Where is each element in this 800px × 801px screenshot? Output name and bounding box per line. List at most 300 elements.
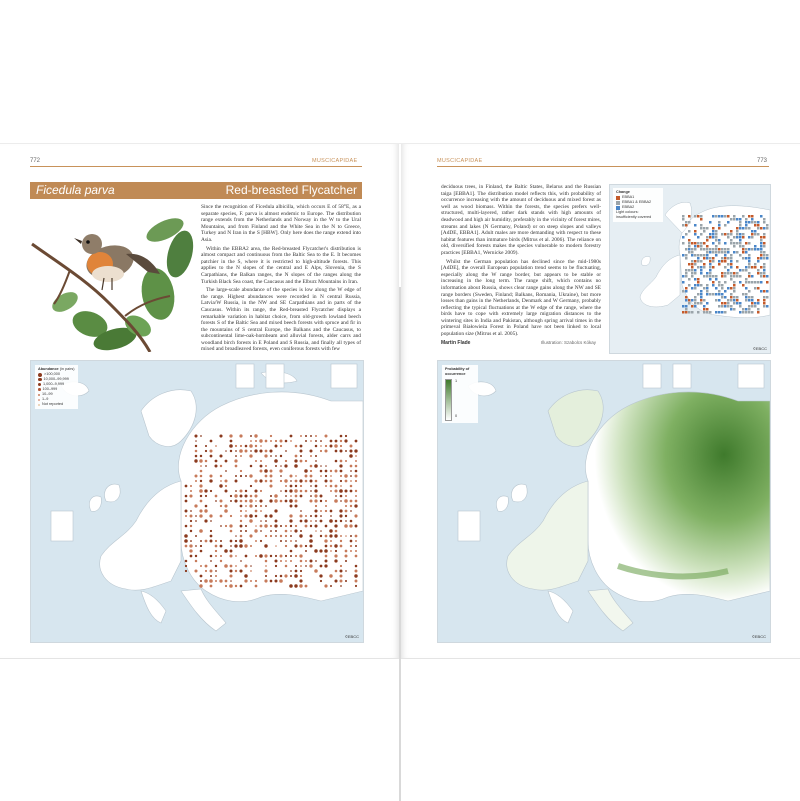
- change-cell: [706, 284, 709, 287]
- change-cell: [748, 257, 751, 260]
- change-cell: [742, 251, 745, 254]
- abundance-dot: [239, 544, 243, 548]
- abundance-dot: [209, 579, 213, 583]
- abundance-dot: [334, 524, 337, 527]
- abundance-dot: [290, 570, 292, 572]
- abundance-dot: [320, 475, 322, 477]
- abundance-dot: [330, 585, 332, 587]
- change-cell: [754, 245, 757, 248]
- change-cell: [712, 242, 715, 245]
- abundance-dot: [230, 495, 232, 497]
- change-cell: [706, 290, 709, 293]
- abundance-dot: [295, 540, 297, 542]
- change-cell: [703, 275, 706, 278]
- abundance-dot: [330, 445, 333, 448]
- change-cell: [724, 257, 727, 260]
- change-cell: [733, 281, 736, 284]
- abundance-dot: [315, 530, 317, 532]
- abundance-dot: [230, 515, 232, 517]
- change-cell: [700, 233, 703, 236]
- change-cell: [727, 257, 730, 260]
- abundance-dot: [240, 505, 243, 508]
- abundance-dot: [220, 480, 222, 482]
- abundance-dot: [350, 510, 352, 512]
- abundance-dot: [285, 500, 288, 503]
- change-cell: [757, 281, 760, 284]
- change-cell: [760, 275, 763, 278]
- change-cell: [688, 215, 691, 218]
- abundance-dot: [200, 500, 203, 503]
- abundance-dot: [200, 435, 202, 437]
- change-cell: [724, 275, 727, 278]
- change-cell: [742, 215, 745, 218]
- abundance-dot: [340, 435, 343, 438]
- abundance-dot: [234, 544, 237, 547]
- change-cell: [694, 245, 697, 248]
- abundance-dot: [239, 434, 242, 437]
- change-cell: [748, 221, 751, 224]
- change-cell: [685, 275, 688, 278]
- abundance-dot: [265, 440, 268, 443]
- change-cell: [757, 272, 760, 275]
- abundance-dot: [284, 464, 287, 467]
- change-cell: [730, 254, 733, 257]
- abundance-dot: [244, 494, 247, 497]
- abundance-dot: [279, 469, 282, 472]
- abundance-dot: [270, 580, 273, 583]
- change-cell: [682, 236, 685, 239]
- abundance-dot: [315, 505, 317, 507]
- abundance-dot: [265, 480, 268, 483]
- change-cell: [748, 236, 751, 239]
- change-cell: [736, 275, 739, 278]
- abundance-dot: [264, 579, 267, 582]
- abundance-dot: [295, 570, 298, 573]
- abundance-dot: [330, 550, 332, 552]
- abundance-dot: [305, 475, 308, 478]
- abundance-dot: [314, 464, 318, 468]
- abundance-dot: [300, 570, 302, 572]
- abundance-dot: [355, 470, 358, 473]
- abundance-dot: [210, 555, 213, 558]
- change-cell: [685, 257, 688, 260]
- abundance-dot: [204, 579, 208, 583]
- abundance-dot: [274, 494, 278, 498]
- abundance-dot: [235, 585, 237, 587]
- abundance-dot: [345, 560, 347, 562]
- change-cell: [751, 266, 754, 269]
- abundance-dot: [285, 440, 288, 443]
- change-cell: [745, 227, 748, 230]
- change-cell: [757, 269, 760, 272]
- change-cell: [724, 224, 727, 227]
- abundance-dot: [219, 454, 222, 457]
- abundance-dot: [345, 505, 347, 507]
- change-cell: [766, 296, 769, 299]
- abundance-dot: [245, 530, 247, 532]
- abundance-dot: [350, 550, 352, 552]
- change-cell: [703, 308, 706, 311]
- abundance-dot: [264, 554, 267, 557]
- abundance-dot: [255, 540, 257, 542]
- abundance-dot: [254, 529, 257, 532]
- abundance-dot: [289, 584, 293, 588]
- abundance-dot: [315, 455, 317, 457]
- change-cell: [763, 290, 766, 293]
- abundance-dot: [334, 489, 337, 492]
- change-cell: [691, 311, 694, 314]
- change-cell: [700, 266, 703, 269]
- change-cell: [745, 308, 748, 311]
- change-cell: [760, 281, 763, 284]
- abundance-dot: [250, 485, 252, 487]
- abundance-dot: [350, 465, 353, 468]
- abundance-dot: [260, 540, 262, 542]
- abundance-dot: [280, 575, 283, 578]
- abundance-dot: [210, 540, 213, 543]
- abundance-dot: [309, 539, 313, 543]
- abundance-dot: [230, 550, 233, 553]
- abundance-dot: [205, 495, 207, 497]
- change-cell: [724, 311, 727, 314]
- abundance-dot: [195, 455, 198, 458]
- abundance-dot: [229, 524, 232, 527]
- change-cell: [697, 245, 700, 248]
- abundance-dot: [305, 525, 308, 528]
- abundance-dot: [310, 495, 312, 497]
- right-page: [401, 144, 800, 658]
- legend-item: 100–999: [38, 387, 75, 392]
- abundance-dot: [345, 435, 347, 437]
- change-cell: [748, 248, 751, 251]
- abundance-dot: [299, 534, 302, 537]
- change-cell: [691, 272, 694, 275]
- change-cell: [727, 299, 730, 302]
- abundance-dot: [289, 519, 292, 522]
- abundance-dot: [275, 455, 277, 457]
- abundance-dot: [210, 535, 213, 538]
- change-cell: [694, 269, 697, 272]
- change-cell: [712, 233, 715, 236]
- abundance-dot: [200, 455, 202, 457]
- abundance-dot: [249, 519, 252, 522]
- abundance-dot: [260, 460, 262, 462]
- abundance-dot: [209, 449, 212, 452]
- abundance-dot: [220, 555, 222, 557]
- abundance-dot: [344, 439, 347, 442]
- change-cell: [721, 215, 724, 218]
- abundance-dot: [195, 475, 198, 478]
- abundance-dot: [325, 465, 327, 467]
- abundance-dot: [229, 434, 232, 437]
- abundance-dot: [235, 555, 237, 557]
- abundance-dot: [300, 445, 303, 448]
- change-cell: [748, 296, 751, 299]
- change-cell: [691, 305, 694, 308]
- abundance-dot: [240, 470, 242, 472]
- page-number-left: 772: [30, 158, 41, 164]
- species-title-bar: [30, 182, 362, 199]
- change-cell: [712, 275, 715, 278]
- change-cell: [736, 260, 739, 263]
- change-cell: [736, 296, 739, 299]
- change-cell: [739, 242, 742, 245]
- abundance-dot: [355, 480, 357, 482]
- abundance-dot: [245, 490, 247, 492]
- change-cell: [694, 305, 697, 308]
- abundance-dot: [334, 554, 337, 557]
- abundance-dot: [215, 545, 218, 548]
- change-cell: [706, 239, 709, 242]
- abundance-dot: [255, 585, 258, 588]
- abundance-dot: [345, 580, 347, 582]
- abundance-dot: [269, 449, 272, 452]
- abundance-dot: [195, 515, 197, 517]
- change-cell: [697, 293, 700, 296]
- change-cell: [751, 221, 754, 224]
- change-cell: [691, 251, 694, 254]
- abundance-dot: [295, 455, 298, 458]
- change-cell: [754, 305, 757, 308]
- change-cell: [712, 260, 715, 263]
- legend-item: 10,000–99,999: [38, 377, 75, 382]
- change-cell: [751, 299, 754, 302]
- change-cell: [727, 272, 730, 275]
- abundance-dot: [225, 490, 228, 493]
- change-cell: [697, 311, 700, 314]
- change-cell: [742, 227, 745, 230]
- abundance-dot: [210, 560, 212, 562]
- change-cell: [721, 284, 724, 287]
- abundance-dot: [325, 555, 328, 558]
- change-cell: [757, 248, 760, 251]
- change-cell: [706, 302, 709, 305]
- scale-max: 1: [455, 379, 458, 383]
- change-cell: [760, 266, 763, 269]
- change-cell: [730, 287, 733, 290]
- change-cell: [763, 236, 766, 239]
- change-cell: [724, 296, 727, 299]
- abundance-dot: [324, 434, 327, 437]
- change-cell: [760, 245, 763, 248]
- change-cell: [715, 311, 718, 314]
- change-cell: [757, 260, 760, 263]
- abundance-dot: [250, 450, 252, 452]
- abundance-dot: [230, 500, 232, 502]
- abundance-dot: [314, 494, 317, 497]
- abundance-dot: [195, 560, 198, 563]
- abundance-dot: [250, 580, 252, 582]
- abundance-dot: [310, 475, 313, 478]
- abundance-dot: [325, 500, 327, 502]
- change-cell: [751, 218, 754, 221]
- abundance-dot: [290, 540, 292, 542]
- abundance-dot: [345, 520, 347, 522]
- change-cell: [724, 248, 727, 251]
- family-header-right: MUSCICAPIDAE: [437, 158, 483, 164]
- abundance-dot: [330, 515, 332, 517]
- abundance-dot: [194, 569, 197, 572]
- change-cell: [733, 275, 736, 278]
- abundance-dot: [284, 479, 287, 482]
- change-cell: [739, 269, 742, 272]
- change-cell: [706, 308, 709, 311]
- abundance-dot: [199, 509, 202, 512]
- change-cell: [724, 272, 727, 275]
- abundance-dot: [295, 485, 297, 487]
- change-cell: [736, 218, 739, 221]
- change-cell: [694, 242, 697, 245]
- abundance-dot: [325, 505, 327, 507]
- change-cell: [736, 242, 739, 245]
- abundance-dot: [355, 540, 357, 542]
- change-cell: [760, 257, 763, 260]
- change-cell: [718, 215, 721, 218]
- abundance-dot: [199, 489, 203, 493]
- abundance-dot: [330, 545, 332, 547]
- abundance-dot: [235, 565, 237, 567]
- abundance-dot: [315, 560, 317, 562]
- change-cell: [757, 308, 760, 311]
- abundance-dot: [250, 495, 253, 498]
- abundance-dot: [255, 515, 258, 518]
- abundance-dot: [350, 475, 352, 477]
- change-cell: [727, 221, 730, 224]
- change-cell: [742, 236, 745, 239]
- change-cell: [733, 218, 736, 221]
- abundance-dot: [239, 449, 243, 453]
- abundance-dot: [250, 465, 253, 468]
- abundance-dot: [265, 560, 268, 563]
- abundance-dot: [200, 480, 202, 482]
- abundance-dot: [229, 584, 233, 588]
- abundance-dot: [190, 525, 192, 527]
- abundance-dot: [275, 530, 277, 532]
- paragraph: deciduous trees, in Finland, the Baltic States, Belarus and the Russian taiga [EBBA1]. The distribution model reflects this, with probability of occurrence increasing with the amount of deciduous and mixed forest as well as wood biomass. Within the forests, the species prefers well-structured, multi-layered, rather dark stands with high amounts of deadwood and high air humidity, preferably in the vicinity of forest mires, streams and lakes (N Germany, Poland) or on steep slopes and valleys [AdDE, EBBA1]. Adult males are more demanding with respect to these habitat features than immature birds (Mitrus et al. 2006). The reliance on old, diversified forests makes the species vulnerable to modern forestry practices [EBBA1, Wernicke 2009).: [441, 184, 601, 256]
- abundance-dot: [300, 530, 302, 532]
- abundance-dot: [245, 510, 247, 512]
- change-cell: [682, 215, 685, 218]
- change-cell: [688, 221, 691, 224]
- abundance-dot: [305, 560, 307, 562]
- common-name: Red-breasted Flycatcher: [225, 183, 357, 197]
- abundance-dot: [184, 539, 188, 543]
- abundance-dot: [235, 450, 237, 452]
- abundance-dot: [320, 510, 322, 512]
- abundance-dot: [320, 470, 323, 473]
- abundance-dot: [294, 489, 297, 492]
- change-cell: [685, 272, 688, 275]
- change-cell: [706, 311, 709, 314]
- change-cell: [688, 284, 691, 287]
- change-cell: [757, 299, 760, 302]
- abundance-dot: [255, 555, 257, 557]
- abundance-dot: [300, 460, 303, 463]
- abundance-dot: [294, 504, 297, 507]
- abundance-dot: [240, 515, 242, 517]
- abundance-dot: [289, 499, 292, 502]
- abundance-dot: [229, 574, 232, 577]
- change-cell: [745, 278, 748, 281]
- change-cell: [736, 299, 739, 302]
- change-cell: [733, 242, 736, 245]
- abundance-dot: [310, 470, 312, 472]
- abundance-dot: [309, 449, 312, 452]
- abundance-dot: [260, 525, 263, 528]
- change-cell: [715, 239, 718, 242]
- change-cell: [700, 296, 703, 299]
- abundance-dot: [339, 514, 342, 517]
- change-cell: [697, 215, 700, 218]
- abundance-dot: [285, 540, 287, 542]
- change-cell: [730, 272, 733, 275]
- abundance-dot: [350, 545, 352, 547]
- abundance-dot: [320, 450, 322, 452]
- abundance-dot: [210, 585, 213, 588]
- abundance-dot: [334, 579, 337, 582]
- change-cell: [745, 281, 748, 284]
- abundance-dot: [210, 575, 212, 577]
- abundance-dot: [344, 554, 347, 557]
- abundance-dot: [194, 504, 197, 507]
- abundance-dot: [285, 525, 287, 527]
- change-cell: [760, 215, 763, 218]
- abundance-dot: [259, 499, 262, 502]
- change-cell: [694, 287, 697, 290]
- change-cell: [739, 239, 742, 242]
- abundance-dot: [260, 465, 263, 468]
- change-cell: [730, 263, 733, 266]
- abundance-dot: [310, 535, 313, 538]
- abundance-dot: [260, 505, 262, 507]
- legend-item: EBBA1: [616, 195, 660, 200]
- change-cell: [709, 236, 712, 239]
- change-legend: [613, 188, 663, 222]
- abundance-dot: [205, 465, 207, 467]
- change-cell: [736, 230, 739, 233]
- abundance-dot: [270, 530, 272, 532]
- abundance-map-graphic: [31, 361, 363, 642]
- abundance-dot: [209, 474, 212, 477]
- abundance-dot: [334, 499, 338, 503]
- abundance-dot: [355, 525, 358, 528]
- change-cell: [694, 215, 697, 218]
- abundance-dot: [185, 515, 187, 517]
- change-cell: [760, 272, 763, 275]
- change-cell: [727, 263, 730, 266]
- abundance-dot: [290, 485, 293, 488]
- change-cell: [748, 263, 751, 266]
- change-cell: [736, 266, 739, 269]
- change-cell: [730, 257, 733, 260]
- abundance-dot: [260, 510, 262, 512]
- change-cell: [706, 254, 709, 257]
- change-cell: [733, 272, 736, 275]
- abundance-dot: [244, 574, 247, 577]
- abundance-dot: [249, 534, 252, 537]
- abundance-dot: [264, 569, 267, 572]
- abundance-dot: [340, 450, 343, 453]
- author-name: Martin Flade: [441, 340, 471, 346]
- change-cell: [751, 215, 754, 218]
- change-cell: [709, 221, 712, 224]
- abundance-dot: [200, 550, 203, 553]
- abundance-dot: [310, 515, 312, 517]
- abundance-dot: [329, 534, 332, 537]
- change-cell: [751, 275, 754, 278]
- abundance-dot: [240, 500, 243, 503]
- abundance-dot: [254, 494, 257, 497]
